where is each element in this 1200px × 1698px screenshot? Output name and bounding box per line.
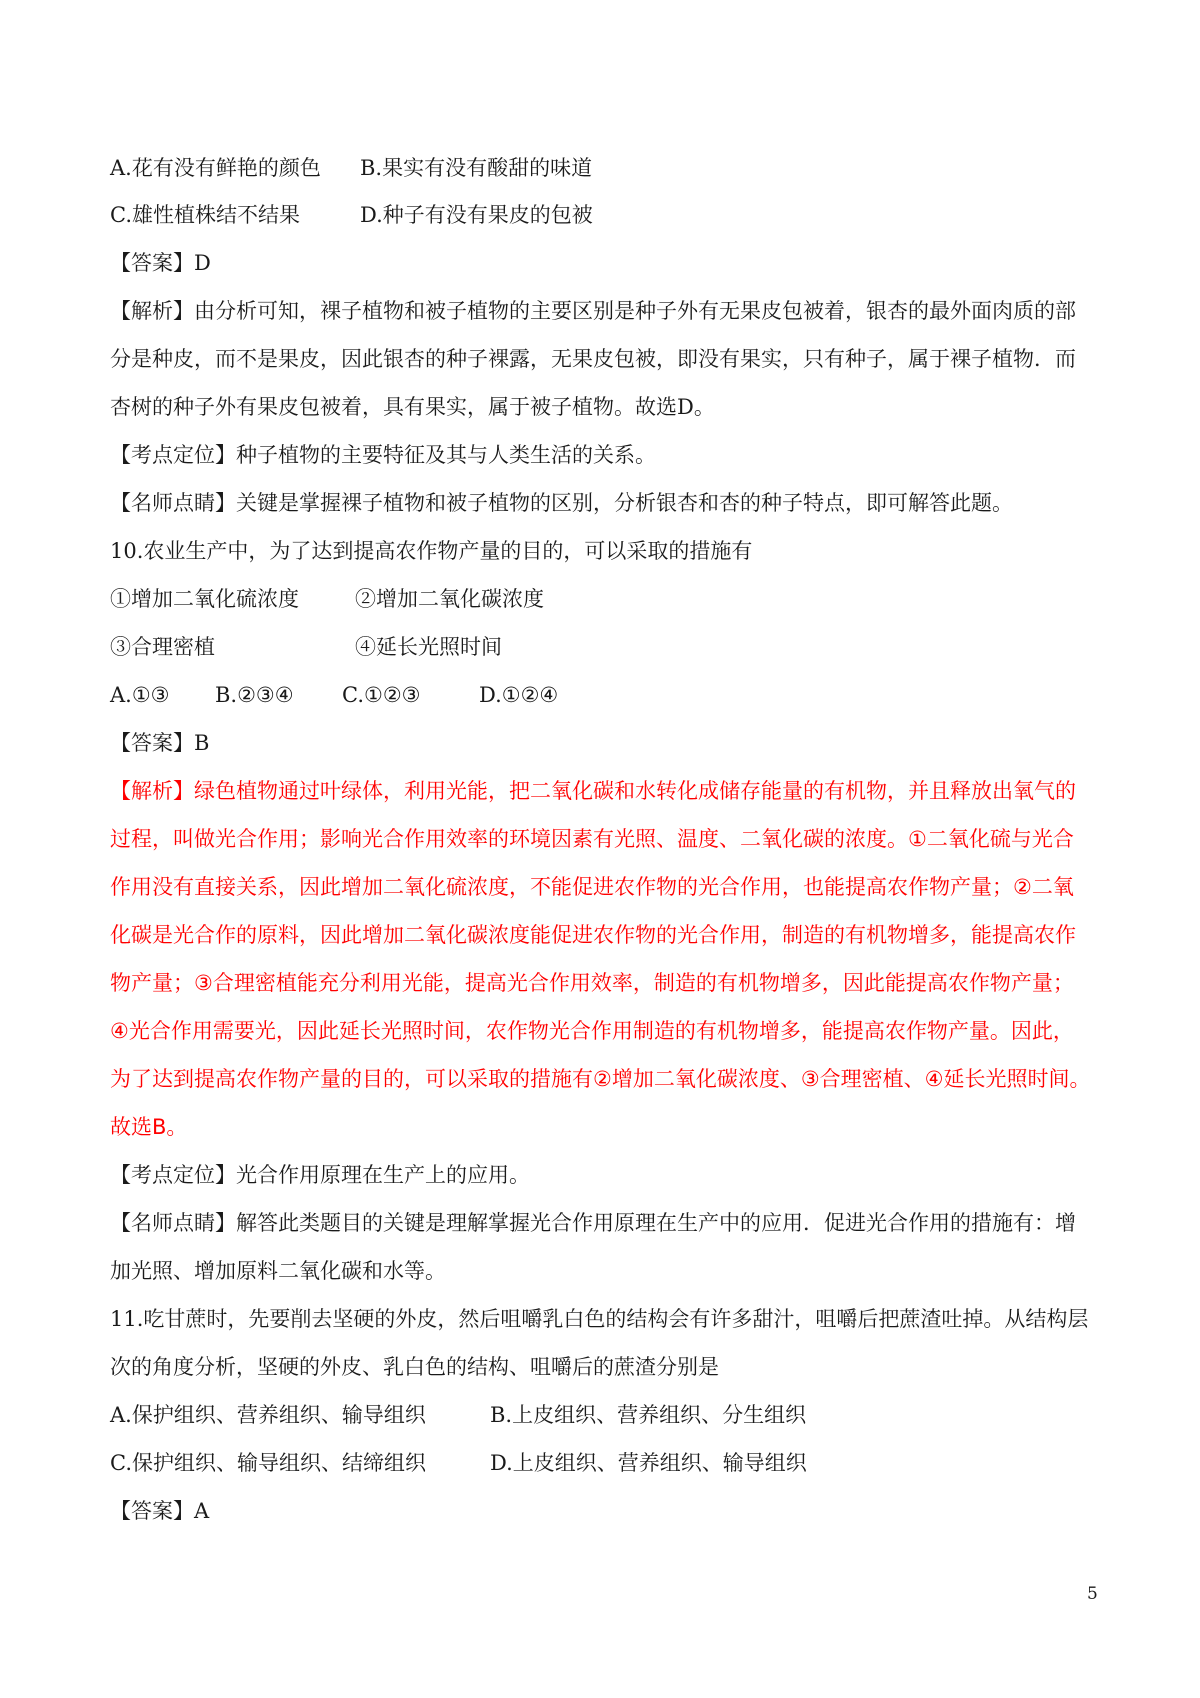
q9-mingshi: 【名师点睛】关键是掌握裸子植物和被子植物的区别，分析银杏和杏的种子特点，即可解答此题。 xyxy=(110,491,1013,515)
q10-analysis-line-7: 为了达到提高农作物产量的目的，可以采取的措施有②增加二氧化碳浓度、③合理密植、④延长光照时间。 xyxy=(110,1067,1091,1091)
q11-options-row-1 xyxy=(110,1400,1100,1430)
q10-option-d: D.①②④ xyxy=(479,683,559,707)
q9-analysis-line-2: 分是种皮，而不是果皮，因此银杏的种子裸露，无果皮包被，即没有果实，只有种子，属于裸子植物．而 xyxy=(110,347,1076,371)
q9-options-row-2 xyxy=(110,200,1100,230)
q11-option-b: B.上皮组织、营养组织、分生组织 xyxy=(490,1403,807,1427)
q9-option-a: A.花有没有鲜艳的颜色 xyxy=(110,156,321,180)
q10-items-row-2 xyxy=(110,632,1100,662)
q9-options-row-1 xyxy=(110,153,1100,183)
q10-analysis-line-3: 作用没有直接关系，因此增加二氧化硫浓度，不能促进农作物的光合作用，也能提高农作物产量；②二氧 xyxy=(110,875,1074,899)
q11-stem-line-2: 次的角度分析，坚硬的外皮、乳白色的结构、咀嚼后的蔗渣分别是 xyxy=(110,1355,719,1379)
q10-option-a: A.①③ xyxy=(110,683,170,707)
q10-items-row-1 xyxy=(110,584,1100,614)
q11-options-row-2 xyxy=(110,1448,1100,1478)
q10-item-1: ①增加二氧化硫浓度 xyxy=(110,587,299,611)
q10-item-2: ②增加二氧化碳浓度 xyxy=(355,587,544,611)
q10-option-b: B.②③④ xyxy=(215,683,294,707)
q11-answer: 【答案】A xyxy=(110,1499,210,1523)
q11-option-a: A.保护组织、营养组织、输导组织 xyxy=(110,1403,426,1427)
q10-analysis-line-1: 【解析】绿色植物通过叶绿体，利用光能，把二氧化碳和水转化成储存能量的有机物，并且释放出氧气的 xyxy=(110,779,1076,803)
q10-mingshi-line-1: 【名师点睛】解答此类题目的关键是理解掌握光合作用原理在生产中的应用．促进光合作用的措施有：增 xyxy=(110,1211,1076,1235)
q10-option-c: C.①②③ xyxy=(342,683,421,707)
q9-option-c: C.雄性植株结不结果 xyxy=(110,203,300,227)
q9-answer: 【答案】D xyxy=(110,251,211,275)
q10-analysis-line-5: 物产量；③合理密植能充分利用光能，提高光合作用效率，制造的有机物增多，因此能提高农作物产量； xyxy=(110,971,1074,995)
q11-option-d: D.上皮组织、营养组织、输导组织 xyxy=(490,1451,807,1475)
q10-item-3: ③合理密植 xyxy=(110,635,215,659)
q9-analysis-line-3: 杏树的种子外有果皮包被着，具有果实，属于被子植物。故选D。 xyxy=(110,395,715,419)
q10-analysis-line-2: 过程，叫做光合作用；影响光合作用效率的环境因素有光照、温度、二氧化碳的浓度。①二氧化硫与光合 xyxy=(110,827,1074,851)
q9-kaodian: 【考点定位】种子植物的主要特征及其与人类生活的关系。 xyxy=(110,443,656,467)
q10-item-4: ④延长光照时间 xyxy=(355,635,502,659)
q9-option-b: B.果实有没有酸甜的味道 xyxy=(360,156,593,180)
q10-answer: 【答案】B xyxy=(110,731,210,755)
q10-options-row xyxy=(110,680,1100,710)
q10-analysis-line-4: 化碳是光合作的原料，因此增加二氧化碳浓度能促进农作物的光合作用，制造的有机物增多，能提高农作 xyxy=(110,923,1076,947)
q10-kaodian: 【考点定位】光合作用原理在生产上的应用。 xyxy=(110,1163,530,1187)
q11-option-c: C.保护组织、输导组织、结缔组织 xyxy=(110,1451,426,1475)
q10-analysis-line-6: ④光合作用需要光，因此延长光照时间，农作物光合作用制造的有机物增多，能提高农作物产量。因此， xyxy=(110,1019,1074,1043)
q10-stem: 10.农业生产中，为了达到提高农作物产量的目的，可以采取的措施有 xyxy=(110,539,753,563)
q11-stem-line-1: 11.吃甘蔗时，先要削去坚硬的外皮，然后咀嚼乳白色的结构会有许多甜汁，咀嚼后把蔗渣吐掉。从结构层 xyxy=(110,1307,1089,1331)
q9-analysis-line-1: 【解析】由分析可知，裸子植物和被子植物的主要区别是种子外有无果皮包被着，银杏的最外面肉质的部 xyxy=(110,299,1076,323)
q9-option-d: D.种子有没有果皮的包被 xyxy=(360,203,593,227)
page-number: 5 xyxy=(1087,1584,1098,1604)
q10-mingshi-line-2: 加光照、增加原料二氧化碳和水等。 xyxy=(110,1259,446,1283)
q10-analysis-line-8: 故选B。 xyxy=(110,1115,188,1139)
